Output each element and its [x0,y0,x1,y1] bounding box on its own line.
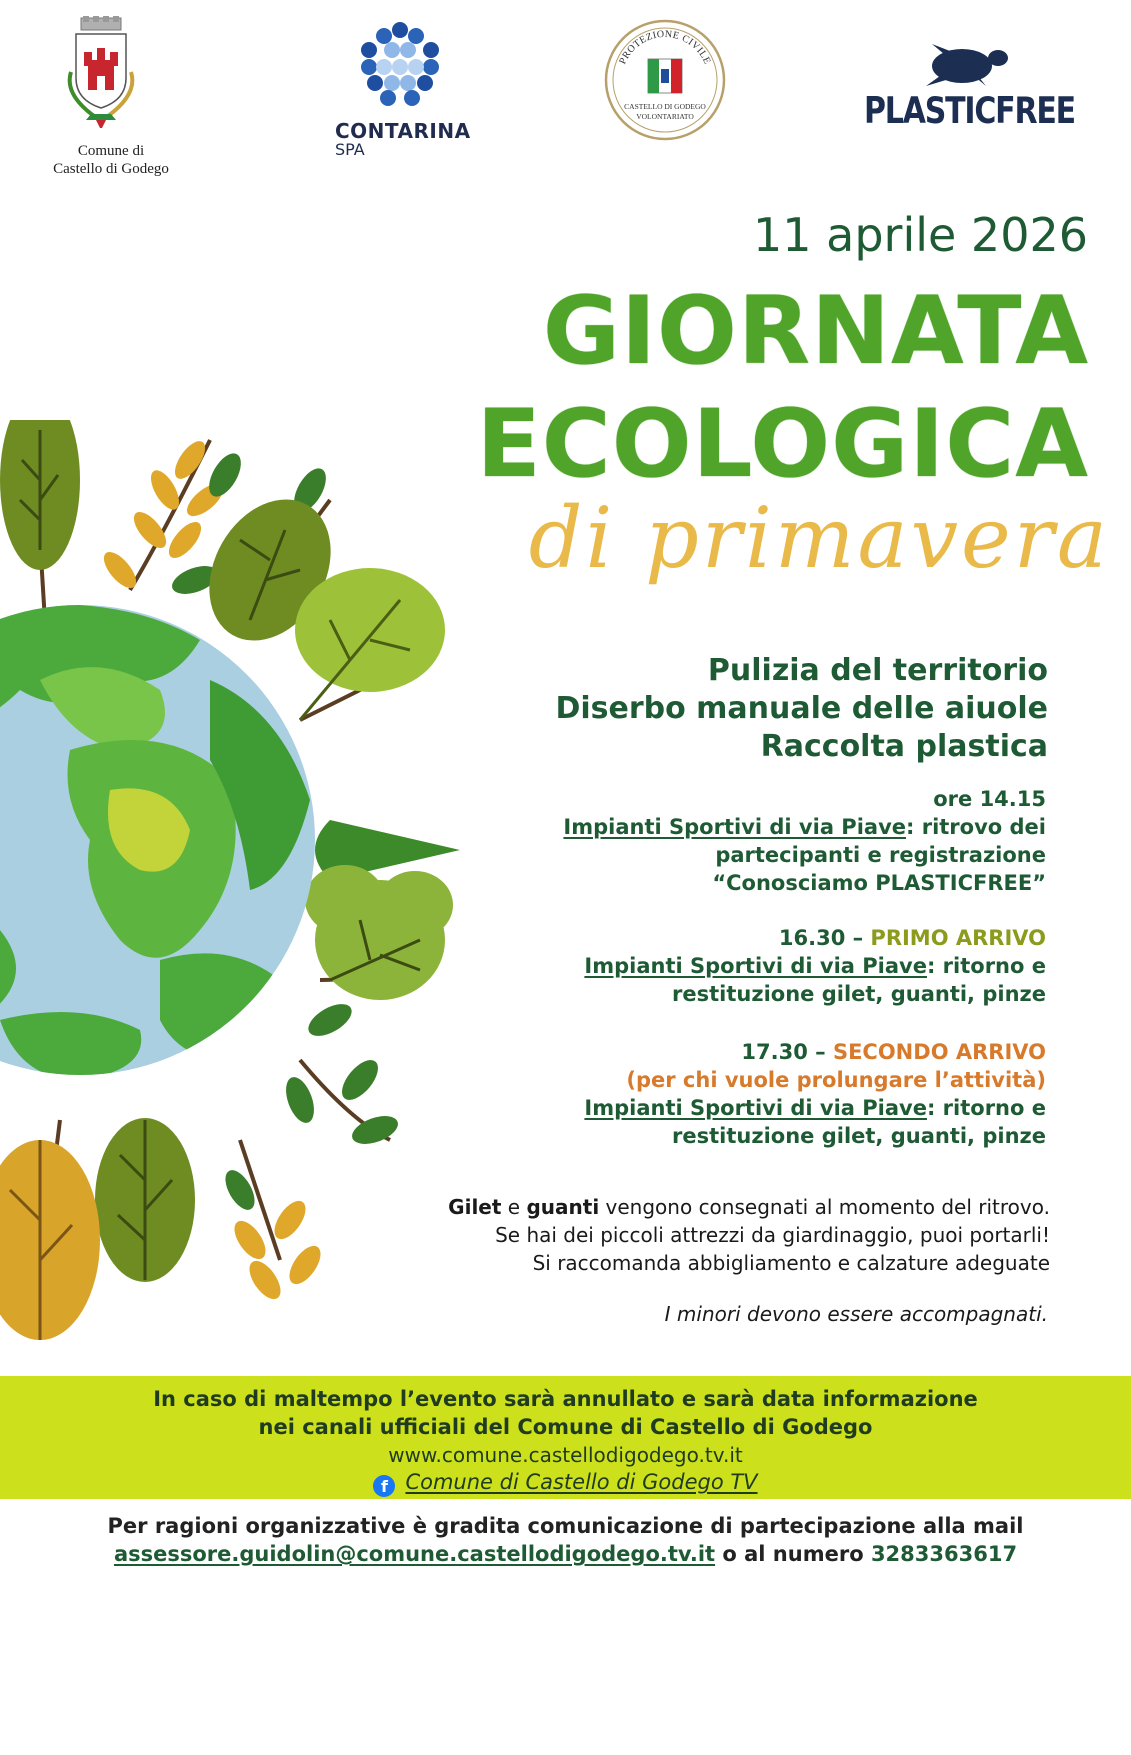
seal-bottom-text-1: CASTELLO DI GODEGO [624,102,706,111]
note-text: vengono consegnati al momento del ritrovo. [599,1195,1050,1219]
seal-bottom-text-2: VOLONTARIATO [636,112,694,121]
comune-logo [36,16,186,186]
facebook-icon: f [373,1475,395,1497]
note-text: Si raccomanda abbigliamento e calzature adeguate [532,1251,1050,1275]
title-ecologica: ECOLOGICA [476,390,1089,499]
schedule-label: PRIMO ARRIVO [870,926,1046,950]
weather-banner [0,1376,1131,1499]
coat-of-arms-icon [36,16,186,141]
event-date: 11 aprile 2026 [752,208,1088,262]
note-text: Se hai dei piccoli attrezzi da giardinaggio, puoi portarli! [495,1223,1050,1247]
activity-item: Pulizia del territorio [707,653,1048,688]
schedule-note: (per chi vuole prolungare l’attività) [626,1068,1046,1092]
contarina-sub: SPA [335,140,365,159]
note-gilet: Gilet [448,1195,502,1219]
venue-link[interactable]: Impianti Sportivi di via Piave [563,815,906,839]
phone-number[interactable]: 3283363617 [870,1542,1018,1566]
banner-text: In caso di maltempo l’evento sarà annullato e sarà data informazione [153,1387,978,1411]
seal-top-text: PROTEZIONE CIVILE [617,28,713,67]
schedule-block-3 [584,1038,1046,1150]
schedule-desc: : ritorno e [926,1096,1046,1120]
contarina-logo [335,20,475,160]
website-link[interactable]: www.comune.castellodigodego.tv.it [388,1443,743,1467]
schedule-time: 17.30 – [741,1040,833,1064]
footer-text: o al numero [715,1542,871,1566]
schedule-block-1 [563,785,1046,897]
schedule-desc: partecipanti e registrazione [715,843,1046,867]
email-link[interactable]: assessore.guidolin@comune.castellodigodego.tv.it [113,1542,716,1566]
activity-item: Raccolta plastica [760,729,1048,764]
contarina-dots-icon [355,20,445,110]
comune-caption: Comune di Castello di Godego [53,143,169,177]
venue-link[interactable]: Impianti Sportivi di via Piave [584,1096,927,1120]
footer-text: Per ragioni organizzative è gradita comunicazione di partecipazione alla mail [107,1514,1024,1538]
activity-item: Diserbo manuale delle aiuole [555,691,1048,726]
schedule-desc: “Conosciamo PLASTICFREE” [712,871,1046,895]
subtitle-script-text: di primavera [528,492,1110,587]
schedule-desc: : ritrovo dei [906,815,1046,839]
schedule-time: 16.30 – [778,926,871,950]
schedule-desc: restituzione gilet, guanti, pinze [672,982,1046,1006]
schedule-desc: : ritorno e [926,954,1046,978]
activities-list [555,652,1048,766]
protezione-civile-seal-icon [604,19,726,141]
schedule-desc: restituzione gilet, guanti, pinze [672,1124,1046,1148]
contact-footer [0,1512,1131,1568]
note-guanti: guanti [526,1195,600,1219]
facebook-line [0,1470,1131,1497]
minors-note: I minori devono essere accompagnati. [664,1302,1048,1326]
title-giornata: GIORNATA [542,277,1089,386]
subtitle-script [520,492,1120,632]
notes [448,1193,1050,1277]
turtle-icon [922,38,1012,88]
banner-text: nei canali ufficiali del Comune di Castello di Godego [258,1415,873,1439]
note-conjunction: e [501,1195,527,1219]
plasticfree-wordmark: PLASTICFREE [864,90,1075,133]
earth-with-trees-illustration [0,420,505,1360]
protezione-civile-logo [604,19,726,141]
contarina-name: CONTARINA [335,119,471,143]
facebook-link[interactable]: Comune di Castello di Godego TV [405,1470,758,1494]
plasticfree-logo [862,38,1075,133]
venue-link[interactable]: Impianti Sportivi di via Piave [584,954,927,978]
schedule-block-2 [584,924,1046,1008]
schedule-time: ore 14.15 [933,787,1046,811]
schedule-label: SECONDO ARRIVO [832,1040,1046,1064]
